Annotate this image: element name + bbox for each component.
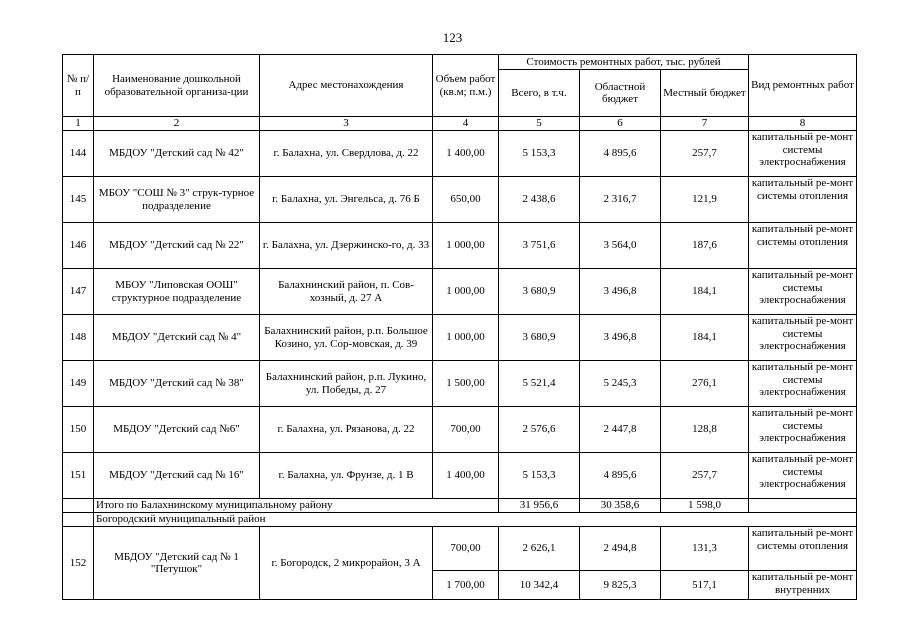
row-regional: 4 895,6 — [580, 131, 661, 177]
row-regional: 3 564,0 — [580, 223, 661, 269]
row-num: 147 — [63, 269, 94, 315]
row-org: МБДОУ "Детский сад № 38" — [94, 361, 260, 407]
row-num: 152 — [63, 527, 94, 600]
row-volume: 700,00 — [433, 407, 499, 453]
row-volume: 1 000,00 — [433, 315, 499, 361]
row-local: 257,7 — [661, 131, 749, 177]
total-row — [63, 499, 857, 513]
table-row — [63, 269, 857, 315]
row-num: 144 — [63, 131, 94, 177]
row-num: 150 — [63, 407, 94, 453]
region-row — [63, 513, 857, 527]
row-total: 5 153,3 — [499, 131, 580, 177]
row-address: г. Балахна, ул. Фрунзе, д. 1 В — [260, 453, 433, 499]
row-num: 151 — [63, 453, 94, 499]
row-total: 2 438,6 — [499, 177, 580, 223]
row-num: 148 — [63, 315, 94, 361]
total-label: Итого по Балахнинскому муниципальному району — [94, 499, 499, 513]
row-address: г. Балахна, ул. Рязанова, д. 22 — [260, 407, 433, 453]
column-number: 4 — [433, 117, 499, 131]
column-number: 6 — [580, 117, 661, 131]
row-local: 187,6 — [661, 223, 749, 269]
row-work-type: капитальный ре-монт системы электроснабжения — [749, 453, 857, 499]
row-local: 276,1 — [661, 361, 749, 407]
table-row — [63, 131, 857, 177]
row-num: 149 — [63, 361, 94, 407]
total-sum: 31 956,6 — [499, 499, 580, 513]
row-local: 131,3 — [661, 527, 749, 571]
header-work-type: Вид ремонтных работ — [749, 55, 857, 117]
row-address: г. Балахна, ул. Дзержинско-го, д. 33 — [260, 223, 433, 269]
row-regional: 3 496,8 — [580, 315, 661, 361]
row-address: г. Балахна, ул. Энгельса, д. 76 Б — [260, 177, 433, 223]
row-work-type — [749, 571, 857, 600]
column-number: 5 — [499, 117, 580, 131]
row-regional: 2 316,7 — [580, 177, 661, 223]
table-row — [63, 527, 857, 571]
row-work-type: капитальный ре-монт системы отопления — [749, 177, 857, 223]
row-volume: 1 400,00 — [433, 453, 499, 499]
row-address: Балахнинский район, р.п. Лукино, ул. Победы, д. 27 — [260, 361, 433, 407]
row-work-type-text: капитальный ре-монт внутренних — [751, 571, 854, 596]
table-row — [63, 407, 857, 453]
table-row — [63, 453, 857, 499]
row-regional: 4 895,6 — [580, 453, 661, 499]
row-total: 2 626,1 — [499, 527, 580, 571]
row-local: 184,1 — [661, 315, 749, 361]
row-org: МБОУ "СОШ № 3" струк-турное подразделение — [94, 177, 260, 223]
row-org: МБДОУ "Детский сад № 4" — [94, 315, 260, 361]
row-total: 5 153,3 — [499, 453, 580, 499]
total-work-cell — [749, 499, 857, 513]
table-row — [63, 177, 857, 223]
header-address: Адрес местонахождения — [260, 55, 433, 117]
column-number: 3 — [260, 117, 433, 131]
header-cost-group: Стоимость ремонтных работ, тыс. рублей — [499, 55, 749, 70]
total-local: 1 598,0 — [661, 499, 749, 513]
row-work-type: капитальный ре-монт системы электроснабжения — [749, 131, 857, 177]
column-number: 7 — [661, 117, 749, 131]
page-number: 123 — [442, 30, 463, 45]
row-local: 128,8 — [661, 407, 749, 453]
row-org: МБОУ "Липовская ООШ" структурное подразделение — [94, 269, 260, 315]
repair-works-table — [62, 54, 857, 600]
row-org: МБДОУ "Детский сад № 42" — [94, 131, 260, 177]
row-volume: 650,00 — [433, 177, 499, 223]
row-local: 184,1 — [661, 269, 749, 315]
row-org: МБДОУ "Детский сад № 22" — [94, 223, 260, 269]
row-volume: 1 500,00 — [433, 361, 499, 407]
row-regional: 3 496,8 — [580, 269, 661, 315]
row-total: 2 576,6 — [499, 407, 580, 453]
row-regional: 9 825,3 — [580, 571, 661, 600]
row-total: 10 342,4 — [499, 571, 580, 600]
row-total: 3 751,6 — [499, 223, 580, 269]
region-num-cell — [63, 513, 94, 527]
total-num-cell — [63, 499, 94, 513]
region-label: Богородский муниципальный район — [94, 513, 857, 527]
row-volume: 1 700,00 — [433, 571, 499, 600]
row-total: 5 521,4 — [499, 361, 580, 407]
header-regional: Областной бюджет — [580, 70, 661, 117]
column-number: 1 — [63, 117, 94, 131]
row-org: МБДОУ "Детский сад № 1 "Петушок" — [94, 527, 260, 600]
row-num: 145 — [63, 177, 94, 223]
row-work-type: капитальный ре-монт системы электроснабжения — [749, 269, 857, 315]
header-total: Всего, в т.ч. — [499, 70, 580, 117]
row-regional: 5 245,3 — [580, 361, 661, 407]
row-work-type: капитальный ре-монт системы электроснабжения — [749, 407, 857, 453]
header-num: № п/п — [63, 55, 94, 117]
row-org: МБДОУ "Детский сад №6" — [94, 407, 260, 453]
column-number: 8 — [749, 117, 857, 131]
column-number: 2 — [94, 117, 260, 131]
row-volume: 1 000,00 — [433, 269, 499, 315]
table-row — [63, 315, 857, 361]
row-address: Балахнинский район, п. Сов-хозный, д. 27 А — [260, 269, 433, 315]
row-address: Балахнинский район, р.п. Большое Козино, ул. Сор-мовская, д. 39 — [260, 315, 433, 361]
row-org: МБДОУ "Детский сад № 16" — [94, 453, 260, 499]
table-row — [63, 223, 857, 269]
row-local: 121,9 — [661, 177, 749, 223]
row-work-type: капитальный ре-монт системы электроснабжения — [749, 361, 857, 407]
row-work-type: капитальный ре-монт системы электроснабжения — [749, 315, 857, 361]
row-volume: 700,00 — [433, 527, 499, 571]
row-address: г. Балахна, ул. Свердлова, д. 22 — [260, 131, 433, 177]
row-local: 257,7 — [661, 453, 749, 499]
row-regional: 2 494,8 — [580, 527, 661, 571]
row-work-type: капитальный ре-монт системы отопления — [749, 527, 857, 571]
header-local: Местный бюджет — [661, 70, 749, 117]
row-regional: 2 447,8 — [580, 407, 661, 453]
header-org: Наименование дошкольной образовательной организа-ции — [94, 55, 260, 117]
row-volume: 1 000,00 — [433, 223, 499, 269]
row-address: г. Богородск, 2 микрорайон, 3 А — [260, 527, 433, 600]
row-work-type: капитальный ре-монт системы отопления — [749, 223, 857, 269]
row-local: 517,1 — [661, 571, 749, 600]
table-row — [63, 361, 857, 407]
row-total: 3 680,9 — [499, 315, 580, 361]
total-regional: 30 358,6 — [580, 499, 661, 513]
row-volume: 1 400,00 — [433, 131, 499, 177]
header-volume: Объем работ (кв.м; п.м.) — [433, 55, 499, 117]
row-num: 146 — [63, 223, 94, 269]
row-total: 3 680,9 — [499, 269, 580, 315]
